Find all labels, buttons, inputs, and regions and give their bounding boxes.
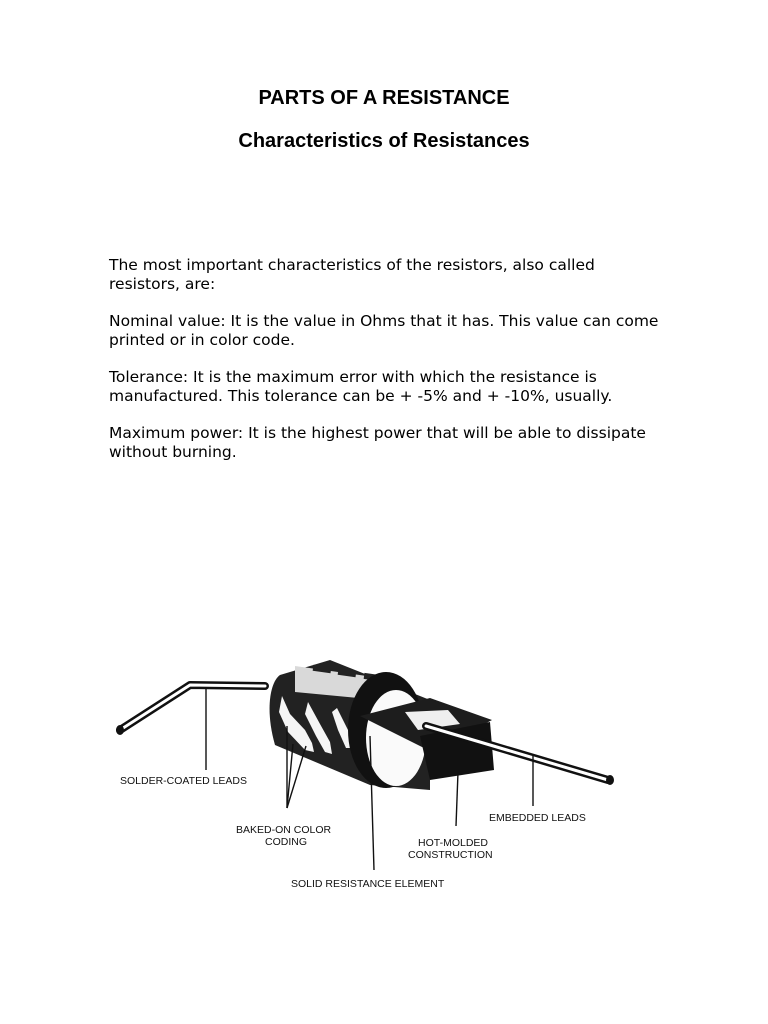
paragraph-intro: The most important characteristics of the resistors, also called resistors, are: — [109, 256, 595, 293]
paragraph-nominal-value: Nominal value: It is the value in Ohms that it has. This value can come printed or in color code. — [109, 312, 659, 349]
label-solid-resistance-element: SOLID RESISTANCE ELEMENT — [291, 878, 445, 890]
label-solder-coated-leads: SOLDER-COATED LEADS — [120, 775, 247, 787]
document-title: PARTS OF A RESISTANCE — [258, 87, 510, 109]
body-text — [109, 256, 669, 480]
callout-line-hot-molded — [456, 772, 458, 826]
label-hot-molded-line1: HOT-MOLDED — [418, 837, 489, 849]
resistor-body — [270, 660, 494, 790]
paragraph-tolerance: Tolerance: It is the maximum error with which the resistance is manufactured. This tolerance can be + -5% and + -10%, usually. — [109, 368, 613, 405]
resistor-diagram — [100, 640, 640, 900]
document-subtitle: Characteristics of Resistances — [238, 130, 530, 152]
label-color-coding-line2: CODING — [265, 836, 307, 848]
resistor-illustration — [100, 640, 640, 900]
label-color-coding-line1: BAKED-ON COLOR — [236, 824, 332, 836]
paragraph-maximum-power: Maximum power: It is the highest power that will be able to dissipate without burning. — [109, 424, 646, 461]
label-hot-molded-line2: CONSTRUCTION — [408, 849, 493, 861]
left-lead — [116, 685, 265, 735]
label-embedded-leads: EMBEDDED LEADS — [489, 812, 586, 824]
